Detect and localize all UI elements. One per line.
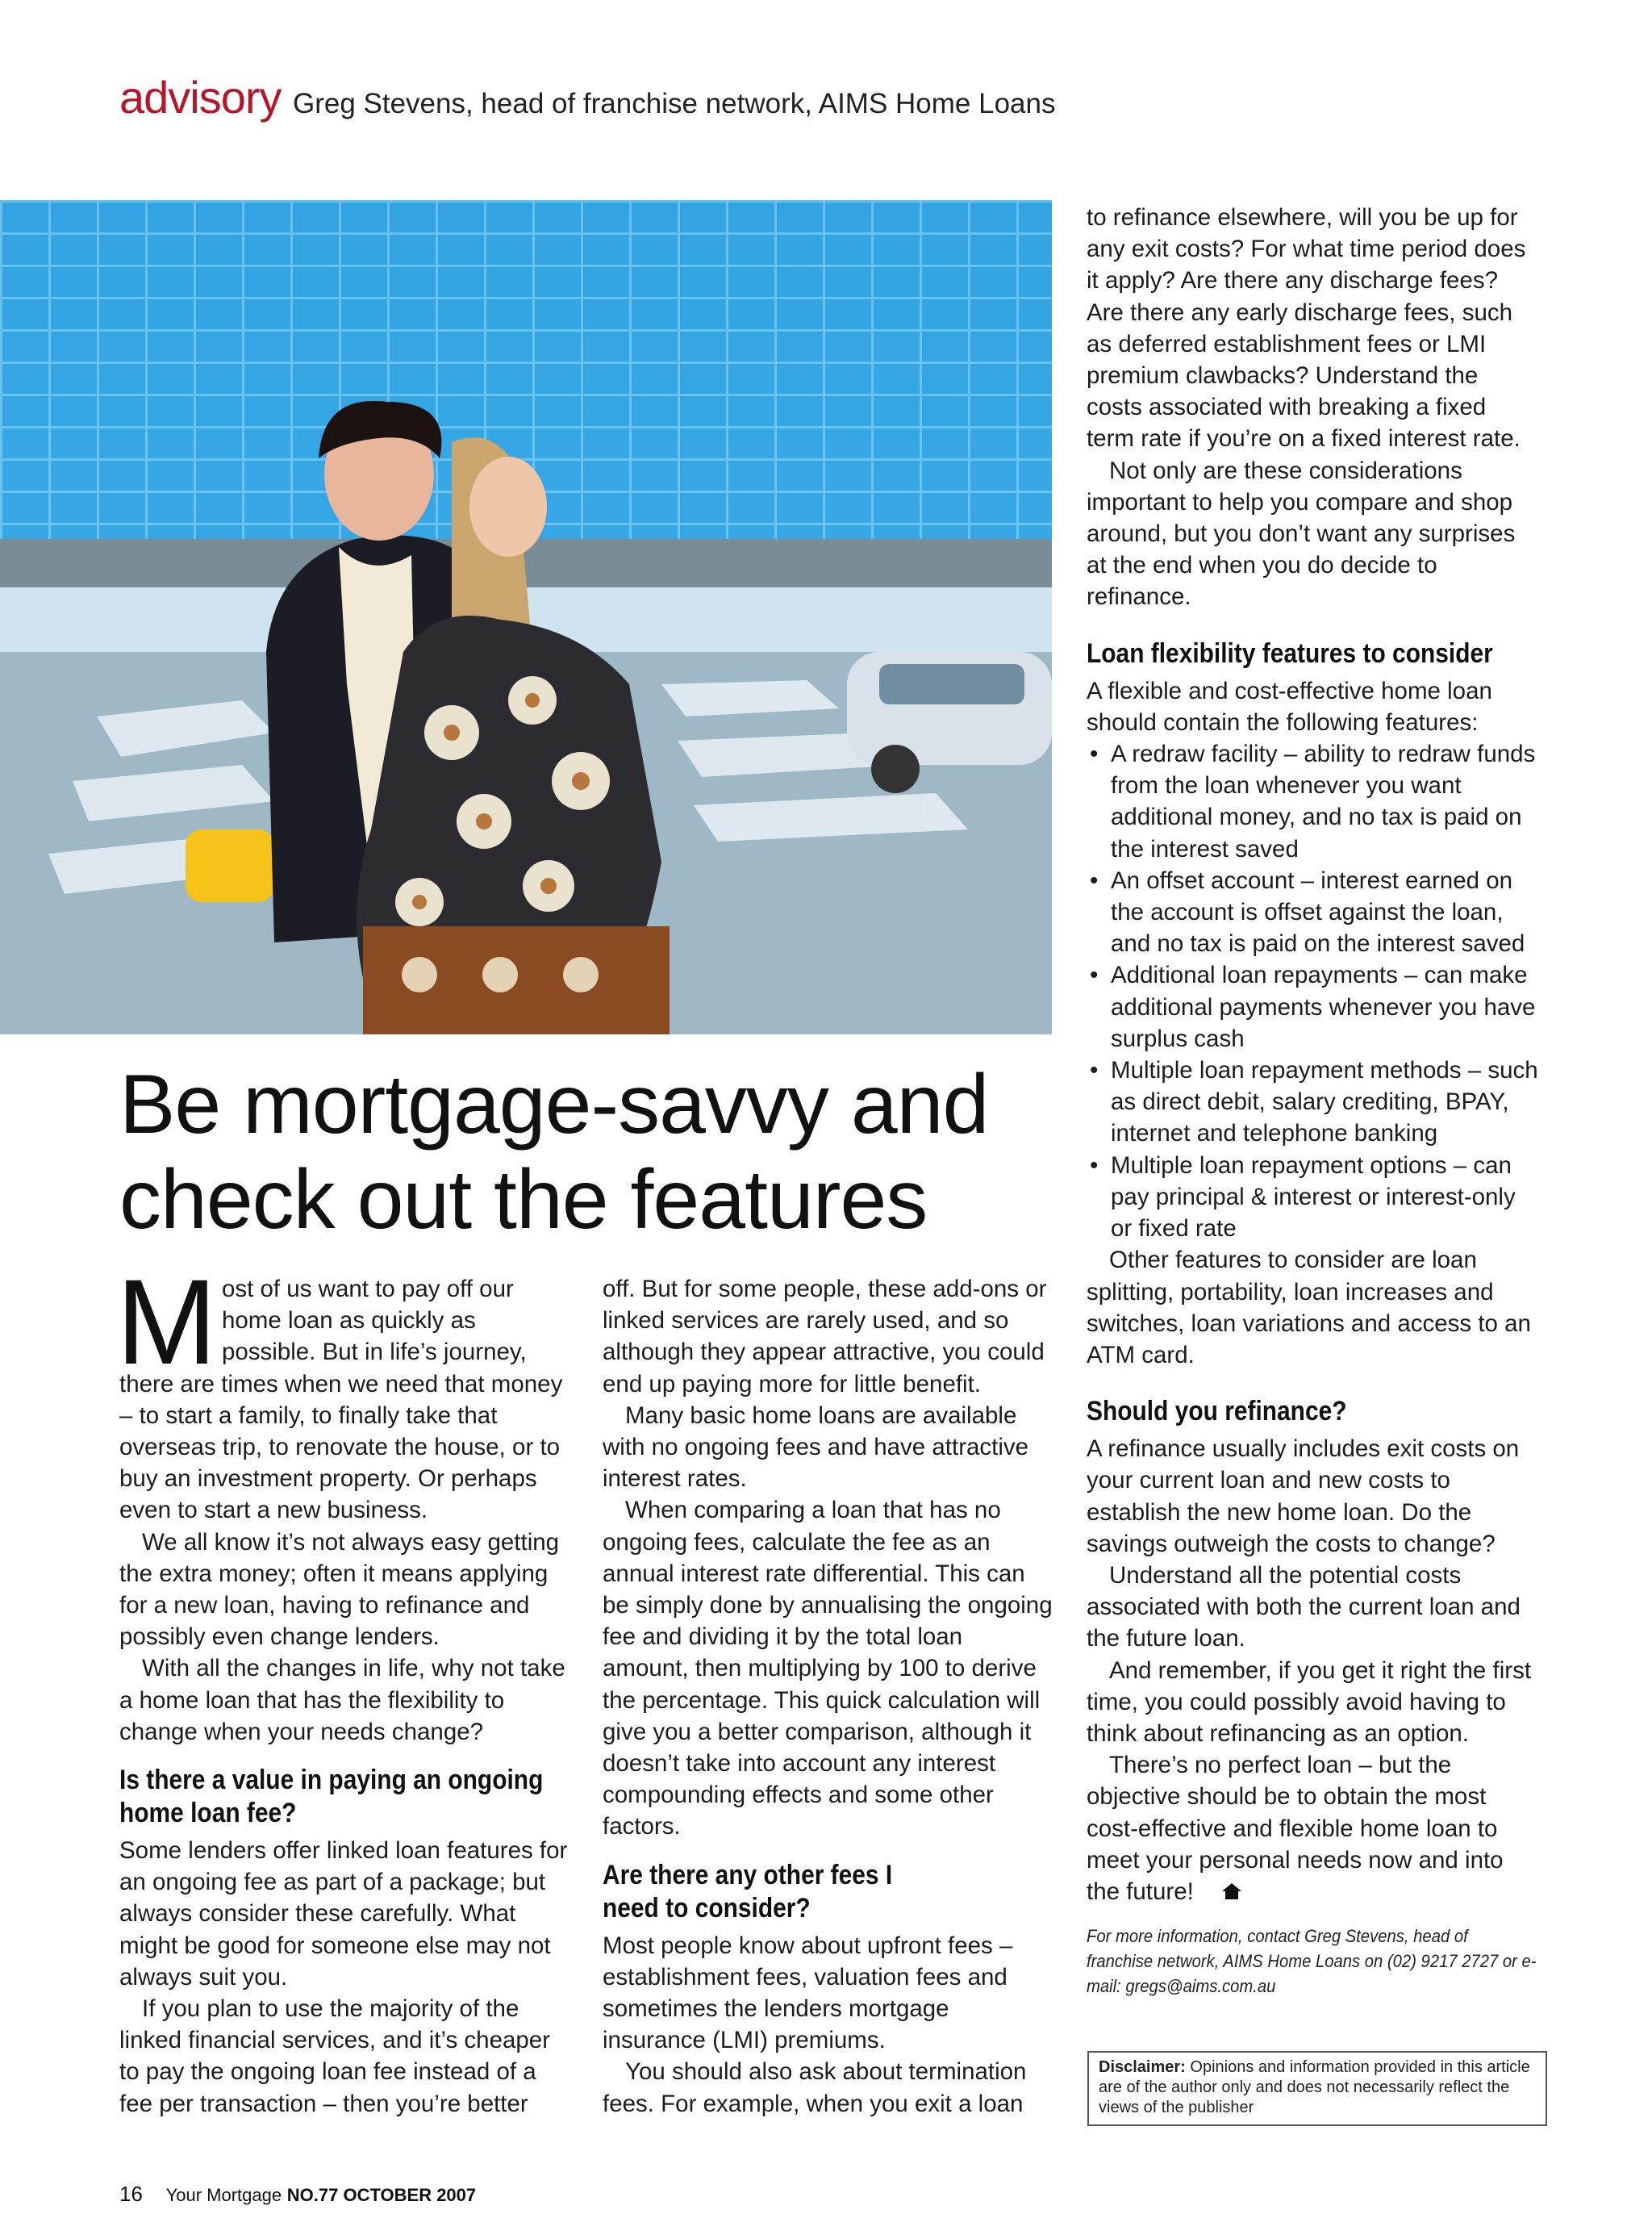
list-item: • Additional loan repayments – can make additional payments whenever you have surplus cash [1087,959,1538,1055]
paragraph: Other features to consider are loan splitting, portability, loan increases and switches, loan variations and access to an ATM card. [1087,1247,1531,1368]
intro-paragraph [116,1254,571,1527]
subheading-refinance: Should you refinance? [1087,1396,1347,1427]
couple-at-airport-image [0,200,1052,1034]
closing-text: There’s no perfect loan – but the objective should be to obtain the most cost-effective and flexible home loan to meet your personal needs now and into the future! [1087,1752,1504,1905]
author-role: , head of franchise network, AIMS Home Loans [465,88,1056,119]
disclaimer-label: Disclaimer: [1099,2058,1186,2076]
issue-info: NO.77 OCTOBER 2007 [286,2185,477,2205]
disclaimer-box [1087,2051,1547,2126]
article-column-2 [603,1273,1054,2120]
house-icon [1199,1878,1220,1897]
paragraph: Many basic home loans are available with no ongoing fees and have attractive interest rates. [603,1402,1029,1493]
paragraph: When comparing a loan that has no ongoing fees, calculate the fee as an annual interest rate differential. This can be simply done by annualising the ongoing fee and dividing it by the total loan amount, then multiplying by 100 to derive the percentage. This quick calculation will give you a better comparison, although it doesn’t take into account any interest compounding effects and some other factors. [603,1497,1053,1840]
author-name: Greg Stevens [292,88,465,119]
list-item: • Multiple loan repayment options – can pay principal & interest or interest-only or fixed rate [1087,1150,1538,1245]
paragraph: off. But for some people, these add-ons or linked services are rarely used, and so although they appear attractive, you could end up paying more for little benefit. [603,1276,1047,1397]
paragraph: to refinance elsewhere, will you be up for any exit costs? For what time period does it apply? Are there any discharge fees? Are there any early discharge fees, such as deferred establishment fees or LMI premium clawbacks? Understand the costs associated with breaking a fixed term rate if you’re on a fixed interest rate. [1087,204,1526,453]
article-column-1 [116,1254,571,2120]
subheading-ongoing-fee: Is there a value in paying an ongoing home loan fee? [119,1765,544,1829]
disclaimer-text: Opinions and information provided in this article are of the author only and does not necessarily reflect the views of the publisher [1099,2058,1530,2116]
subheading-other-fees: Are there any other fees I need to consider? [603,1859,893,1924]
feature-list [1087,738,1538,1244]
paragraph: Some lenders offer linked loan features for an ongoing fee as part of a package; but always consider these carefully. What might be good for someone else may not always suit you. [119,1837,568,1991]
drop-cap: M [116,1254,217,1389]
subheading-flexibility-features: Loan flexibility features to consider [1087,637,1493,669]
list-item: • Multiple loan repayment methods – such as direct debit, salary crediting, BPAY, internet and telephone banking [1087,1055,1538,1150]
intro-text: ost of us want to pay off our home loan as quickly as possible. But in life’s journey, there are times when we need that money – to start a family, to finally take that overseas trip, to renovate the house, or to buy an investment property. Or perhaps even to start a new business. [119,1276,563,1524]
paragraph: A refinance usually includes exit costs on your current loan and new costs to establish the new home loan. Do the savings outweigh the costs to change? [1087,1435,1520,1557]
list-item: • A redraw facility – ability to redraw funds from the loan whenever you want additional money, and no tax is paid on the interest saved [1087,738,1538,865]
article-header [119,71,1055,123]
paragraph: You should also ask about termination fees. For example, when you exit a loan [603,2058,1027,2117]
paragraph: Understand all the potential costs associated with both the current loan and the future loan. [1087,1561,1521,1652]
hero-photo [0,200,1052,1034]
page-footer [119,2182,476,2207]
section-label: advisory [119,72,282,123]
publication-name: Your Mortgage [165,2185,282,2205]
list-item: • An offset account – interest earned on the account is offset against the loan, and no tax is paid on the interest saved [1087,865,1538,960]
paragraph: And remember, if you get it right the first time, you could possibly avoid having to think about refinancing as an option. [1087,1656,1532,1747]
article-column-3 [1087,202,1538,1999]
paragraph: Most people know about upfront fees – establishment fees, valuation fees and sometimes the lenders mortgage insurance (LMI) premiums. [603,1932,1013,2054]
contact-info: For more information, contact Greg Stevens, head of franchise network, AIMS Home Loans on (02) 9217 2727 or e-mail: gregs@aims.com.au [1087,1926,1537,1997]
page-number: 16 [119,2182,143,2206]
paragraph: With all the changes in life, why not take a home loan that has the flexibility to change when your needs change? [119,1655,565,1745]
paragraph: Not only are these considerations important to help you compare and shop around, but you don’t want any surprises at the end when you do decide to refinance. [1087,457,1516,611]
paragraph: A flexible and cost-effective home loan should contain the following features: [1087,677,1492,736]
closing-paragraph [1087,1749,1538,1907]
article-headline: Be mortgage-savvy and check out the features [119,1058,989,1247]
paragraph: If you plan to use the majority of the linked financial services, and it’s cheaper to pay the ongoing loan fee instead of a fee per transaction – then you’re better [119,1995,551,2117]
paragraph: We all know it’s not always easy getting the extra money; often it means applying for a new loan, having to refinance and possibly even change lenders. [119,1528,560,1651]
